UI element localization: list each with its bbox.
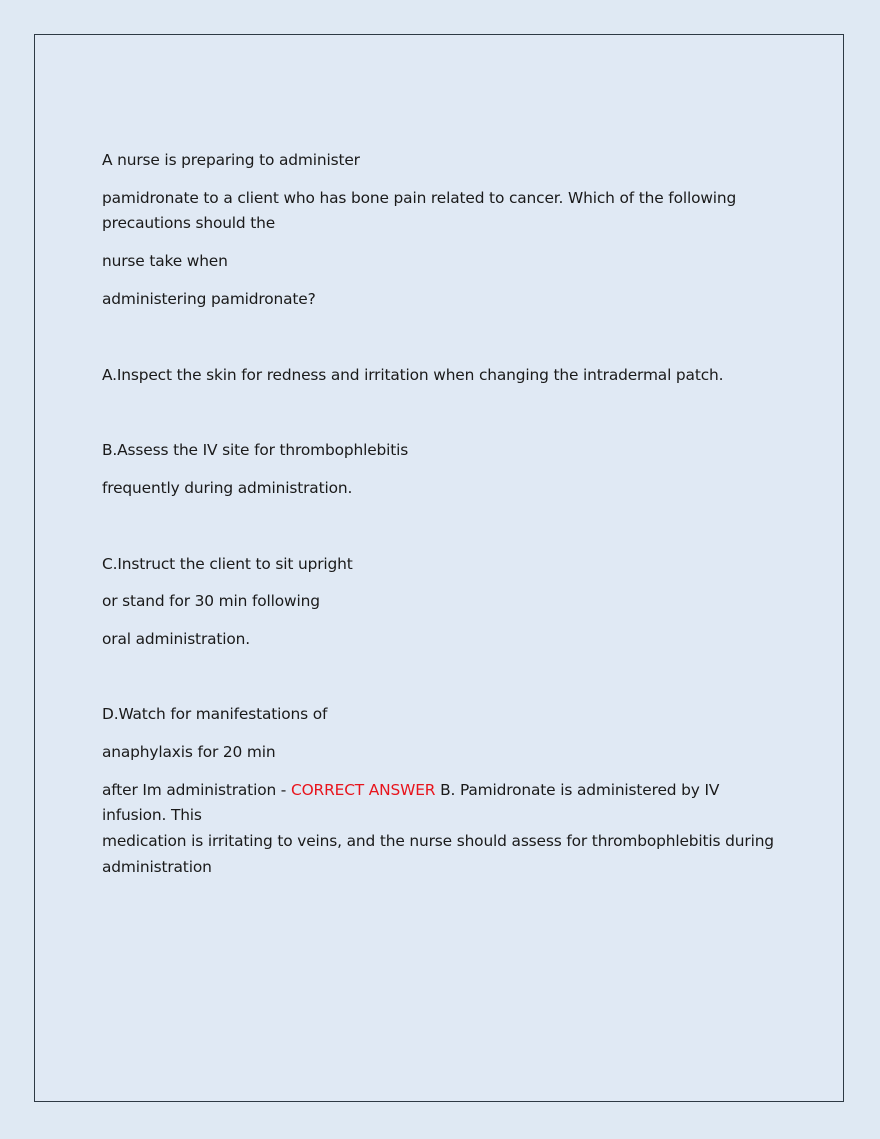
- answer-explanation: B. Pamidronate is administered by IV: [435, 781, 720, 799]
- question-line: A nurse is preparing to administer: [102, 151, 360, 169]
- option-c-continued: oral administration.: [102, 630, 251, 648]
- answer-explanation-line: medication is irritating to veins, and the nurse should assess for thrombophlebitis during: [102, 832, 774, 850]
- option-a: A.Inspect the skin for redness and irritation when changing the intradermal patch.: [102, 366, 724, 384]
- option-d: D.Watch for manifestations of: [102, 705, 328, 723]
- option-c: C.Instruct the client to sit upright: [102, 555, 353, 573]
- option-d-continued: anaphylaxis for 20 min: [102, 743, 276, 761]
- answer-prefix: after Im administration -: [102, 781, 291, 799]
- question-line: nurse take when: [102, 252, 228, 270]
- option-b-continued: frequently during administration.: [102, 479, 353, 497]
- option-c-continued: or stand for 30 min following: [102, 592, 320, 610]
- question-line: pamidronate to a client who has bone pain related to cancer. Which of the following: [102, 189, 737, 207]
- question-line: administering pamidronate?: [102, 290, 316, 308]
- answer-explanation-line: administration: [102, 858, 212, 876]
- question-line: precautions should the: [102, 214, 276, 232]
- option-b: B.Assess the IV site for thrombophlebitis: [102, 441, 409, 459]
- answer-line: [102, 778, 719, 803]
- answer-explanation-line: infusion. This: [102, 806, 202, 824]
- correct-answer-label: CORRECT ANSWER: [290, 781, 436, 799]
